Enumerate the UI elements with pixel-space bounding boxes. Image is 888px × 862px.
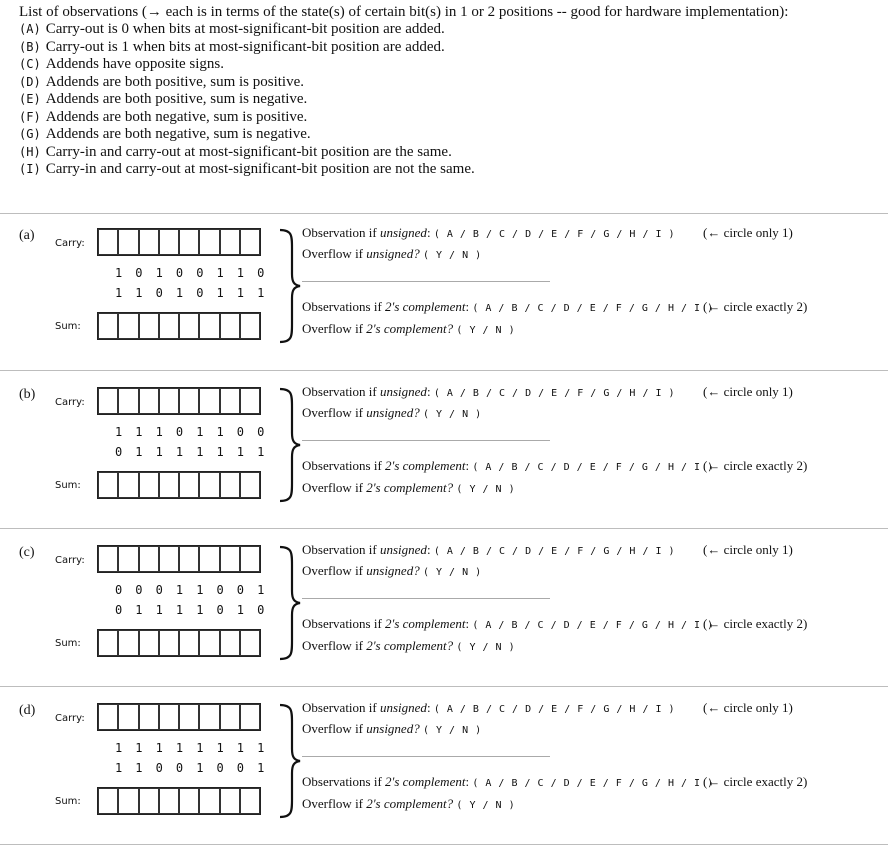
observation-item bbox=[19, 144, 879, 162]
bit-box[interactable] bbox=[220, 788, 240, 814]
carry-label: Carry: bbox=[55, 713, 85, 724]
twos-choices[interactable]: ( A / B / C / D / E / F / G / H / I ) bbox=[472, 620, 714, 631]
observation-text: Addends are both positive, sum is negative. bbox=[45, 91, 308, 107]
bit-digit: 1 bbox=[115, 425, 123, 439]
observation-twos-question: Observations if 2's complement: ( A / B / C / D / E / F / G / H / I ) bbox=[302, 299, 714, 314]
carry-boxes[interactable] bbox=[97, 703, 261, 731]
addend-2 bbox=[115, 445, 277, 459]
overflow-twos-choices[interactable]: ( Y / N ) bbox=[456, 800, 516, 811]
bit-digit: 1 bbox=[135, 741, 143, 755]
section-separator bbox=[0, 213, 888, 214]
bit-digit: 1 bbox=[216, 445, 224, 459]
divider-line bbox=[302, 598, 550, 599]
hint-circle-two: (← circle exactly 2) bbox=[703, 458, 808, 473]
bit-box[interactable] bbox=[220, 388, 240, 414]
carry-boxes[interactable] bbox=[97, 228, 261, 256]
bit-digit: 0 bbox=[236, 425, 245, 439]
bit-digit: 1 bbox=[236, 741, 245, 755]
addend-2 bbox=[115, 286, 277, 300]
bit-digit: 0 bbox=[257, 266, 265, 280]
instructions-block bbox=[19, 4, 879, 179]
bit-box[interactable] bbox=[98, 788, 118, 814]
overflow-unsigned-choices[interactable]: ( Y / N ) bbox=[422, 725, 482, 736]
divider-line bbox=[302, 440, 550, 441]
bit-digit: 0 bbox=[175, 761, 184, 775]
bit-box[interactable] bbox=[199, 472, 219, 498]
bit-box[interactable] bbox=[159, 630, 179, 656]
bit-box[interactable] bbox=[159, 388, 179, 414]
addend-1 bbox=[115, 583, 277, 597]
bit-box[interactable] bbox=[199, 313, 219, 339]
sum-label: Sum: bbox=[55, 480, 81, 491]
observation-text: Carry-in and carry-out at most-significant-bit position are the same. bbox=[45, 143, 452, 160]
observation-code: (G) bbox=[19, 127, 41, 141]
bit-digit: 1 bbox=[257, 741, 265, 755]
bit-box[interactable] bbox=[139, 630, 159, 656]
observation-text: Addends are both negative, sum is positive. bbox=[45, 108, 308, 125]
bit-box[interactable] bbox=[118, 388, 138, 414]
addend-2 bbox=[115, 603, 277, 617]
hint-circle-two: (← circle exactly 2) bbox=[703, 774, 808, 789]
observation-unsigned-question: Observation if unsigned: ( A / B / C / D / E / F / G / H / I ) bbox=[302, 542, 676, 557]
problem-block bbox=[0, 384, 888, 545]
observation-twos-question: Observations if 2's complement: ( A / B / C / D / E / F / G / H / I ) bbox=[302, 458, 714, 473]
bit-digit: 1 bbox=[196, 603, 204, 617]
bit-box[interactable] bbox=[199, 788, 219, 814]
overflow-unsigned-question: Overflow if unsigned? ( Y / N ) bbox=[302, 721, 482, 736]
bit-box[interactable] bbox=[199, 229, 219, 255]
bit-digit: 1 bbox=[257, 445, 265, 459]
bit-box[interactable] bbox=[199, 546, 219, 572]
problem-block bbox=[0, 225, 888, 386]
bit-box[interactable] bbox=[220, 472, 240, 498]
observation-item bbox=[19, 161, 879, 179]
sum-boxes[interactable] bbox=[97, 787, 261, 815]
bit-box[interactable] bbox=[118, 229, 138, 255]
bit-digit: 1 bbox=[196, 761, 204, 775]
bit-digit: 1 bbox=[216, 266, 224, 280]
bit-box[interactable] bbox=[240, 229, 260, 255]
overflow-twos-choices[interactable]: ( Y / N ) bbox=[456, 325, 516, 336]
bit-digit: 1 bbox=[236, 603, 245, 617]
observation-code: (E) bbox=[19, 92, 41, 106]
hint-circle-one: (← circle only 1) bbox=[703, 225, 793, 240]
bit-digit: 1 bbox=[135, 761, 143, 775]
bit-box[interactable] bbox=[240, 630, 260, 656]
sum-boxes[interactable] bbox=[97, 312, 261, 340]
bit-digit: 1 bbox=[155, 603, 163, 617]
bit-digit: 0 bbox=[115, 445, 123, 459]
bit-digit: 0 bbox=[135, 583, 143, 597]
bit-digit: 1 bbox=[175, 603, 184, 617]
bit-digit: 0 bbox=[236, 583, 245, 597]
bit-digit: 1 bbox=[236, 445, 245, 459]
bit-digit: 0 bbox=[115, 603, 123, 617]
bit-digit: 1 bbox=[236, 266, 245, 280]
divider-line bbox=[302, 756, 550, 757]
overflow-twos-question: Overflow if 2's complement? ( Y / N ) bbox=[302, 480, 516, 495]
sum-boxes[interactable] bbox=[97, 629, 261, 657]
bit-digit: 1 bbox=[155, 425, 163, 439]
bit-box[interactable] bbox=[179, 788, 199, 814]
bit-box[interactable] bbox=[98, 472, 118, 498]
twos-choices[interactable]: ( A / B / C / D / E / F / G / H / I ) bbox=[472, 462, 714, 473]
bit-box[interactable] bbox=[220, 704, 240, 730]
observation-twos-question: Observations if 2's complement: ( A / B / C / D / E / F / G / H / I ) bbox=[302, 774, 714, 789]
right-brace-icon bbox=[278, 545, 302, 661]
bit-digit: 1 bbox=[115, 286, 123, 300]
sum-label: Sum: bbox=[55, 638, 81, 649]
bit-box[interactable] bbox=[220, 546, 240, 572]
problem-label: (c) bbox=[19, 545, 35, 560]
bit-box[interactable] bbox=[139, 704, 159, 730]
twos-choices[interactable]: ( A / B / C / D / E / F / G / H / I ) bbox=[472, 778, 714, 789]
right-brace-icon bbox=[278, 228, 302, 344]
bit-box[interactable] bbox=[179, 388, 199, 414]
bit-box[interactable] bbox=[98, 229, 118, 255]
observation-twos-question: Observations if 2's complement: ( A / B / C / D / E / F / G / H / I ) bbox=[302, 616, 714, 631]
twos-choices[interactable]: ( A / B / C / D / E / F / G / H / I ) bbox=[472, 303, 714, 314]
overflow-twos-choices[interactable]: ( Y / N ) bbox=[456, 642, 516, 653]
bit-box[interactable] bbox=[240, 472, 260, 498]
bit-digit: 1 bbox=[115, 741, 123, 755]
bit-box[interactable] bbox=[159, 788, 179, 814]
bit-digit: 1 bbox=[196, 741, 204, 755]
bit-box[interactable] bbox=[118, 630, 138, 656]
overflow-unsigned-question: Overflow if unsigned? ( Y / N ) bbox=[302, 405, 482, 420]
observation-item bbox=[19, 39, 879, 57]
bit-digit: 0 bbox=[115, 583, 123, 597]
bit-box[interactable] bbox=[199, 704, 219, 730]
bit-digit: 1 bbox=[175, 583, 184, 597]
bit-digit: 0 bbox=[155, 286, 163, 300]
problem-label: (d) bbox=[19, 703, 36, 718]
bit-digit: 1 bbox=[196, 583, 204, 597]
bit-digit: 0 bbox=[257, 603, 265, 617]
addend-1 bbox=[115, 425, 277, 439]
bit-box[interactable] bbox=[118, 788, 138, 814]
bit-box[interactable] bbox=[220, 630, 240, 656]
bit-digit: 1 bbox=[216, 425, 224, 439]
observation-text: Addends are both positive, sum is positive. bbox=[45, 73, 304, 90]
bit-digit: 0 bbox=[216, 603, 224, 617]
bit-box[interactable] bbox=[118, 546, 138, 572]
observation-list bbox=[19, 21, 879, 179]
bit-box[interactable] bbox=[139, 472, 159, 498]
observation-item bbox=[19, 126, 879, 144]
observation-code: (F) bbox=[19, 109, 41, 124]
observation-text: Addends have opposite signs. bbox=[45, 56, 225, 72]
overflow-twos-question: Overflow if 2's complement? ( Y / N ) bbox=[302, 321, 516, 336]
bit-digit: 0 bbox=[175, 266, 184, 280]
observation-unsigned-question: Observation if unsigned: ( A / B / C / D / E / F / G / H / I ) bbox=[302, 225, 676, 240]
bit-digit: 0 bbox=[155, 761, 163, 775]
observation-unsigned-question: Observation if unsigned: ( A / B / C / D / E / F / G / H / I ) bbox=[302, 384, 676, 399]
bit-box[interactable] bbox=[159, 546, 179, 572]
observation-code: (A) bbox=[19, 22, 41, 36]
bit-box[interactable] bbox=[179, 472, 199, 498]
addend-1 bbox=[115, 266, 277, 280]
bit-digit: 1 bbox=[135, 425, 143, 439]
bit-box[interactable] bbox=[199, 388, 219, 414]
bit-digit: 1 bbox=[196, 425, 204, 439]
instructions-title: List of observations (→ each is in terms of the state(s) of certain bit(s) in 1 or 2 positions -- good for hardware implementation): bbox=[19, 4, 789, 20]
observation-code: (C) bbox=[19, 57, 41, 71]
sum-boxes[interactable] bbox=[97, 471, 261, 499]
bit-box[interactable] bbox=[98, 546, 118, 572]
hint-circle-two: (← circle exactly 2) bbox=[703, 299, 808, 314]
hint-circle-one: (← circle only 1) bbox=[703, 700, 793, 715]
bit-box[interactable] bbox=[159, 229, 179, 255]
overflow-twos-question: Overflow if 2's complement? ( Y / N ) bbox=[302, 796, 516, 811]
bit-box[interactable] bbox=[179, 546, 199, 572]
overflow-unsigned-question: Overflow if unsigned? ( Y / N ) bbox=[302, 246, 482, 261]
right-brace-icon bbox=[278, 703, 302, 819]
bit-digit: 1 bbox=[175, 741, 184, 755]
observation-text: Carry-in and carry-out at most-significant-bit position are not the same. bbox=[45, 161, 475, 177]
unsigned-choices[interactable]: ( A / B / C / D / E / F / G / H / I ) bbox=[433, 388, 676, 399]
bit-box[interactable] bbox=[199, 630, 219, 656]
problem-label: (a) bbox=[19, 228, 35, 243]
observation-text: Carry-out is 1 when bits at most-significant-bit position are added. bbox=[45, 38, 445, 55]
overflow-unsigned-choices[interactable]: ( Y / N ) bbox=[422, 409, 482, 420]
right-brace-icon bbox=[278, 387, 302, 503]
observation-text: Carry-out is 0 when bits at most-significant-bit position are added. bbox=[45, 21, 445, 37]
overflow-unsigned-question: Overflow if unsigned? ( Y / N ) bbox=[302, 563, 482, 578]
bit-box[interactable] bbox=[139, 546, 159, 572]
bit-box[interactable] bbox=[240, 704, 260, 730]
overflow-unsigned-choices[interactable]: ( Y / N ) bbox=[422, 567, 482, 578]
bit-box[interactable] bbox=[118, 704, 138, 730]
bit-digit: 1 bbox=[135, 445, 143, 459]
observation-code: (B) bbox=[19, 39, 41, 54]
unsigned-choices[interactable]: ( A / B / C / D / E / F / G / H / I ) bbox=[433, 704, 676, 715]
bit-digit: 0 bbox=[257, 425, 265, 439]
observation-text: Addends are both negative, sum is negative. bbox=[45, 126, 311, 142]
bit-box[interactable] bbox=[240, 788, 260, 814]
bit-digit: 1 bbox=[257, 761, 265, 775]
divider-line bbox=[302, 281, 550, 282]
bit-digit: 0 bbox=[175, 425, 184, 439]
observation-item bbox=[19, 21, 879, 39]
bit-digit: 0 bbox=[236, 761, 245, 775]
bit-digit: 0 bbox=[155, 583, 163, 597]
bit-box[interactable] bbox=[159, 472, 179, 498]
problem-block bbox=[0, 542, 888, 703]
bit-box[interactable] bbox=[139, 388, 159, 414]
carry-label: Carry: bbox=[55, 555, 85, 566]
hint-circle-one: (← circle only 1) bbox=[703, 384, 793, 399]
addend-1 bbox=[115, 741, 277, 755]
unsigned-choices[interactable]: ( A / B / C / D / E / F / G / H / I ) bbox=[433, 546, 676, 557]
bit-digit: 1 bbox=[135, 603, 143, 617]
addend-2 bbox=[115, 761, 277, 775]
bit-digit: 1 bbox=[196, 445, 204, 459]
bit-digit: 1 bbox=[175, 445, 184, 459]
unsigned-choices[interactable]: ( A / B / C / D / E / F / G / H / I ) bbox=[433, 229, 676, 240]
bit-digit: 1 bbox=[155, 741, 163, 755]
bit-digit: 1 bbox=[115, 761, 123, 775]
bit-box[interactable] bbox=[118, 472, 138, 498]
bit-box[interactable] bbox=[118, 313, 138, 339]
bit-digit: 1 bbox=[257, 583, 265, 597]
bit-box[interactable] bbox=[98, 630, 118, 656]
bit-box[interactable] bbox=[139, 788, 159, 814]
carry-boxes[interactable] bbox=[97, 387, 261, 415]
bit-box[interactable] bbox=[139, 313, 159, 339]
bit-digit: 1 bbox=[257, 286, 265, 300]
bit-digit: 1 bbox=[155, 266, 163, 280]
bit-digit: 1 bbox=[216, 741, 224, 755]
overflow-twos-choices[interactable]: ( Y / N ) bbox=[456, 484, 516, 495]
bit-digit: 1 bbox=[135, 286, 143, 300]
bit-digit: 1 bbox=[236, 286, 245, 300]
carry-label: Carry: bbox=[55, 397, 85, 408]
bit-box[interactable] bbox=[98, 704, 118, 730]
observation-item bbox=[19, 74, 879, 92]
bit-box[interactable] bbox=[179, 630, 199, 656]
overflow-twos-question: Overflow if 2's complement? ( Y / N ) bbox=[302, 638, 516, 653]
bit-box[interactable] bbox=[179, 229, 199, 255]
bit-digit: 0 bbox=[196, 266, 204, 280]
observation-code: (H) bbox=[19, 144, 41, 159]
carry-label: Carry: bbox=[55, 238, 85, 249]
bit-box[interactable] bbox=[159, 704, 179, 730]
bit-box[interactable] bbox=[179, 313, 199, 339]
bit-digit: 1 bbox=[155, 445, 163, 459]
problem-label: (b) bbox=[19, 387, 36, 402]
bit-digit: 1 bbox=[216, 286, 224, 300]
observation-item bbox=[19, 91, 879, 109]
bit-digit: 0 bbox=[196, 286, 204, 300]
sum-label: Sum: bbox=[55, 796, 81, 807]
observation-code: (D) bbox=[19, 74, 41, 89]
bit-digit: 0 bbox=[135, 266, 143, 280]
bit-box[interactable] bbox=[240, 388, 260, 414]
bit-digit: 1 bbox=[115, 266, 123, 280]
hint-circle-two: (← circle exactly 2) bbox=[703, 616, 808, 631]
carry-boxes[interactable] bbox=[97, 545, 261, 573]
bit-box[interactable] bbox=[159, 313, 179, 339]
bit-box[interactable] bbox=[240, 546, 260, 572]
sum-label: Sum: bbox=[55, 321, 81, 332]
overflow-unsigned-choices[interactable]: ( Y / N ) bbox=[422, 250, 482, 261]
bit-box[interactable] bbox=[98, 388, 118, 414]
bit-box[interactable] bbox=[220, 313, 240, 339]
observation-unsigned-question: Observation if unsigned: ( A / B / C / D / E / F / G / H / I ) bbox=[302, 700, 676, 715]
observation-item bbox=[19, 109, 879, 127]
hint-circle-one: (← circle only 1) bbox=[703, 542, 793, 557]
bit-box[interactable] bbox=[240, 313, 260, 339]
bit-digit: 0 bbox=[216, 583, 224, 597]
problem-block bbox=[0, 700, 888, 861]
bit-box[interactable] bbox=[98, 313, 118, 339]
bit-box[interactable] bbox=[139, 229, 159, 255]
bit-box[interactable] bbox=[179, 704, 199, 730]
observation-code: (I) bbox=[19, 162, 41, 176]
observation-item bbox=[19, 56, 879, 74]
bit-digit: 1 bbox=[175, 286, 184, 300]
bit-digit: 0 bbox=[216, 761, 224, 775]
bit-box[interactable] bbox=[220, 229, 240, 255]
